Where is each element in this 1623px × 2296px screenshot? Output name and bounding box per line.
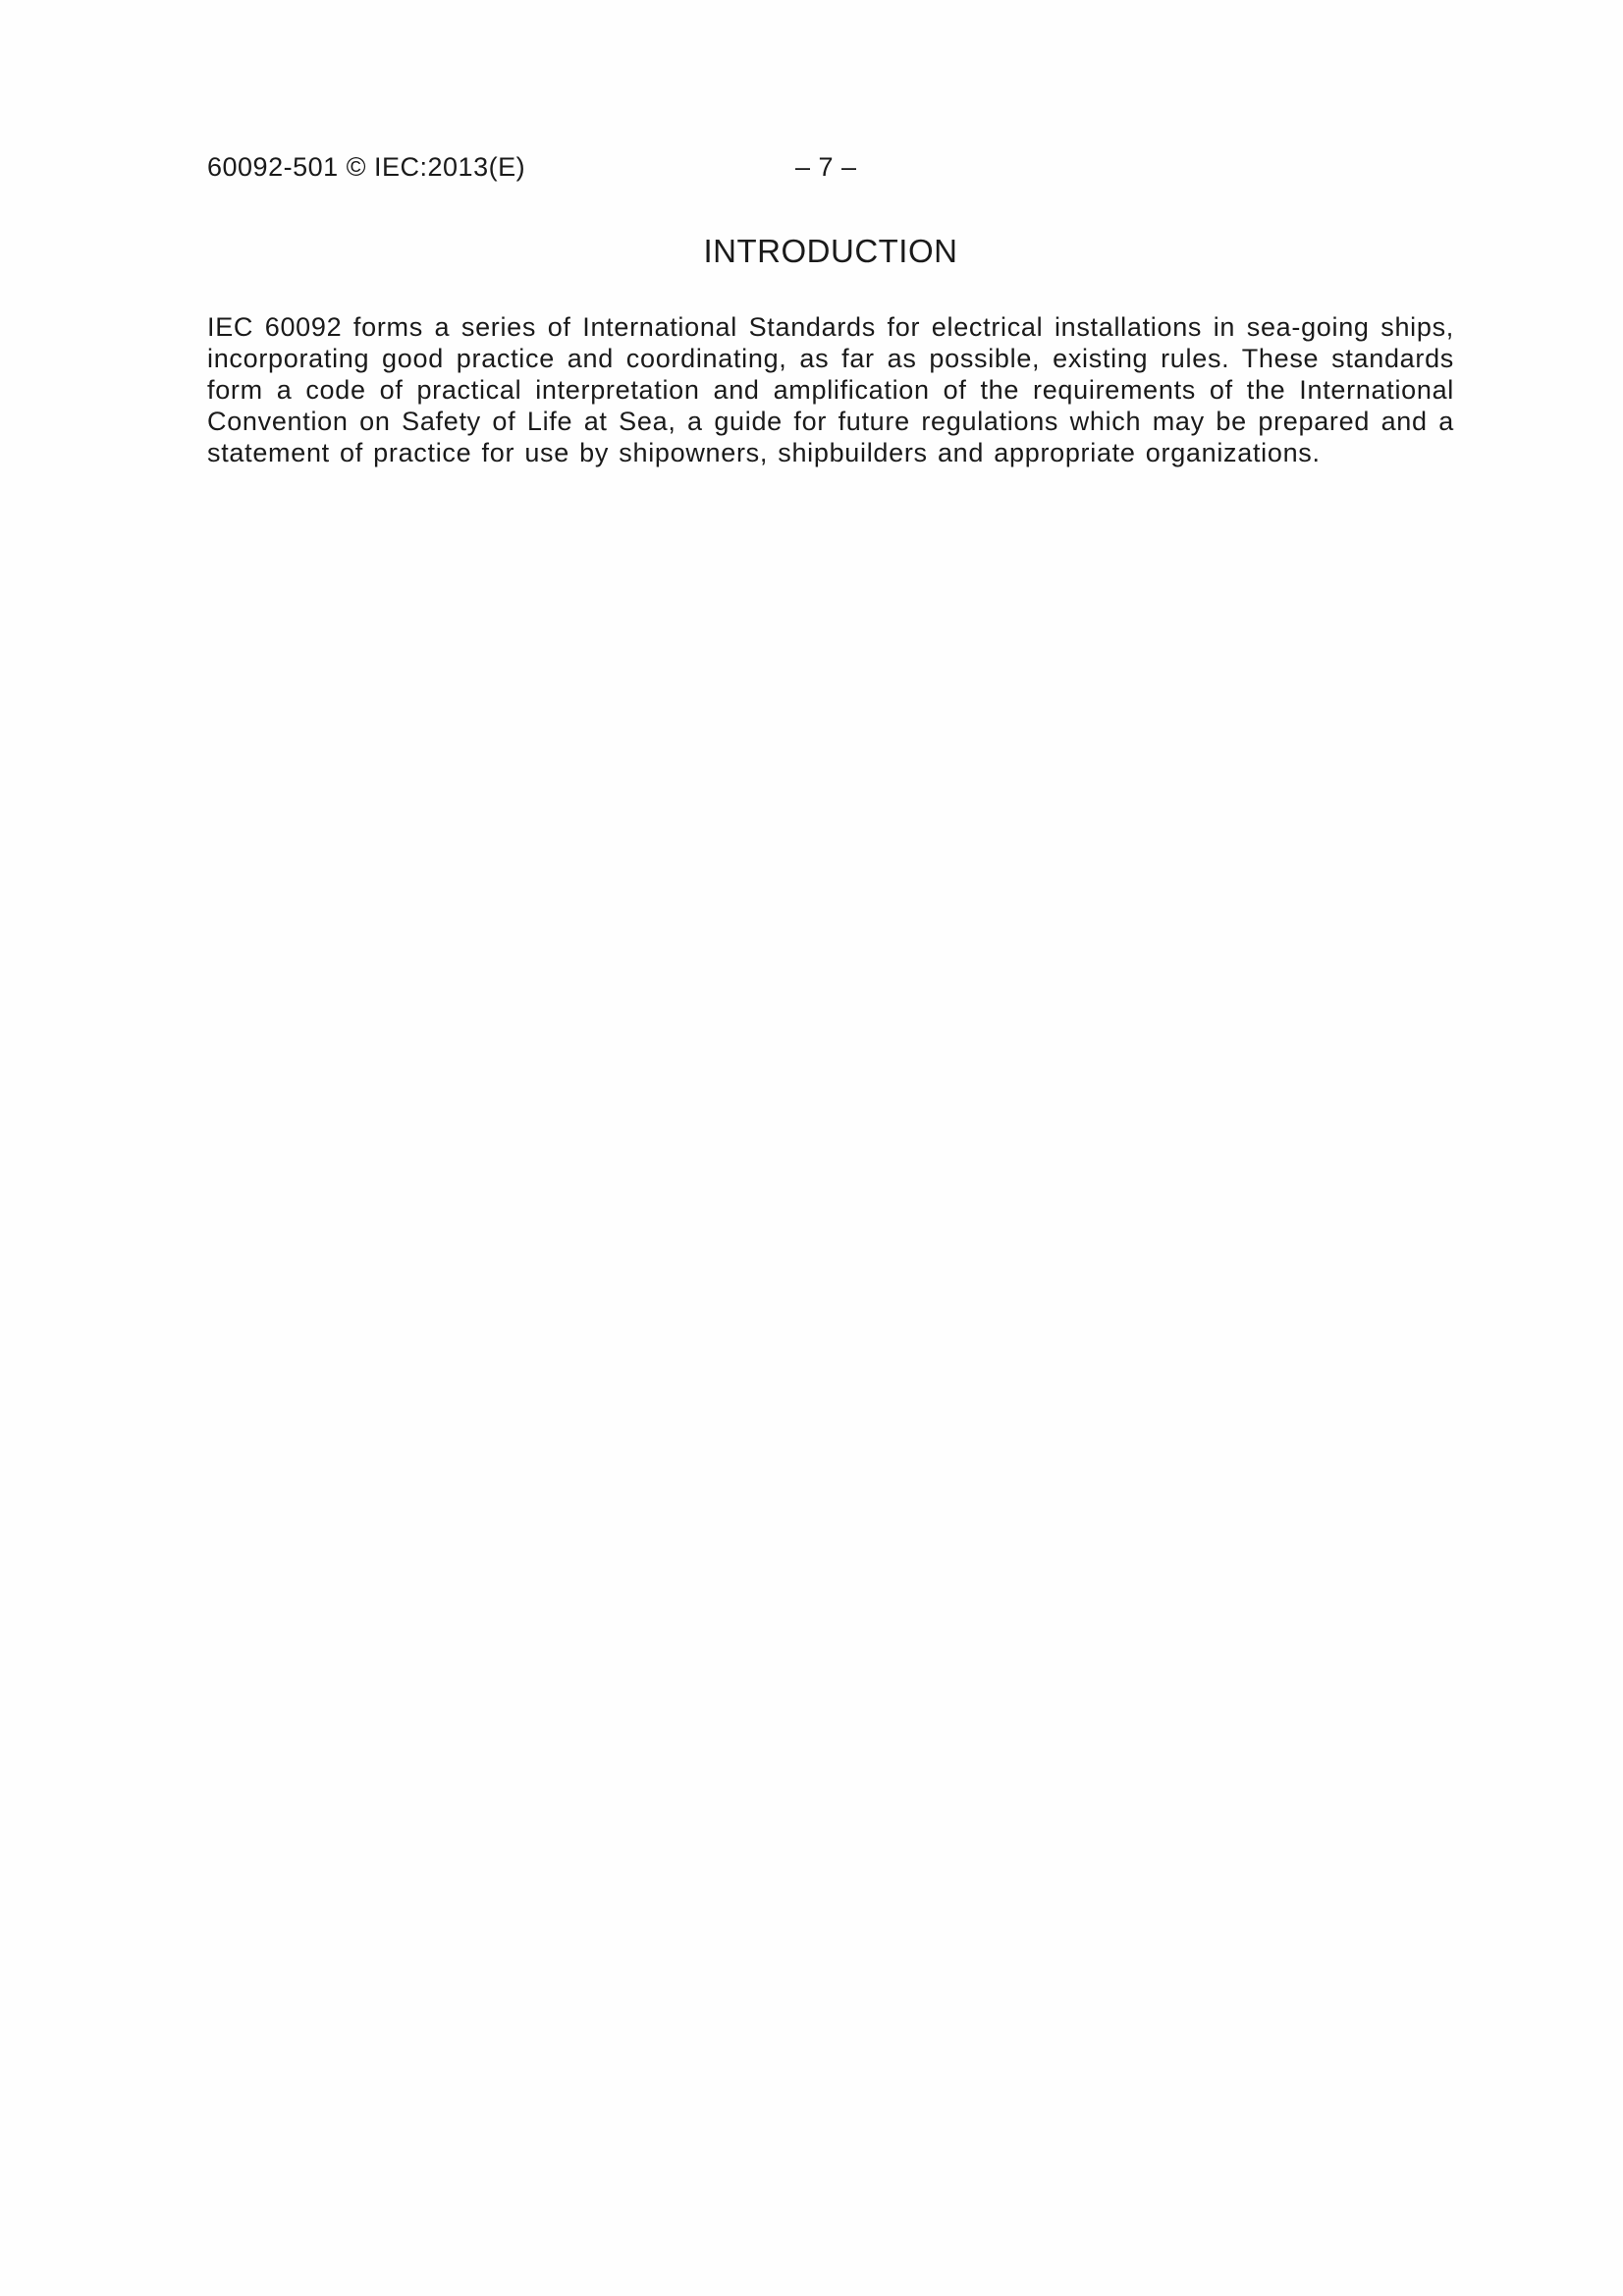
page-header: [207, 152, 1454, 191]
section-title: INTRODUCTION: [703, 233, 958, 269]
page-number: – 7 –: [795, 152, 857, 182]
document-identifier: 60092-501 © IEC:2013(E): [207, 152, 526, 182]
introduction-paragraph: IEC 60092 forms a series of International Standards for electrical installations in sea-going ships, incorporating good practice and coordinating, as far as possible, existing rules. These standards form a code of practical interpretation and amplification of the requirements of the International Convention on Safety of Life at Sea, a guide for future regulations which may be prepared and a statement of practice for use by shipowners, shipbuilders and appropriate organizations.: [207, 312, 1454, 467]
